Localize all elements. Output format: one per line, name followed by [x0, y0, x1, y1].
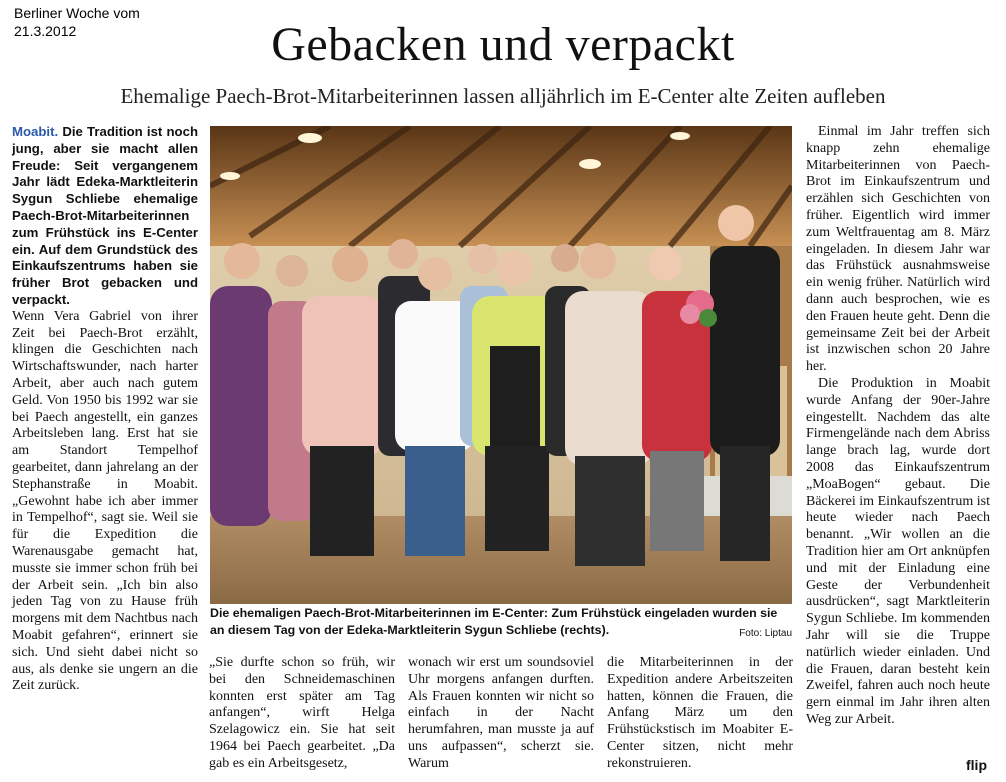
- body-paragraph: Wenn Vera Gabriel von ihrer Zeit bei Paech-Brot erzählt, klingen die Geschichten nach Wirtschaftswunder, nach harter Arbeit, aber auch nach gutem Geld. Von 1950 bis 1992 war sie bei Paech angestellt, ein ganzes Arbeitsleben lang. Erst hat sie am Standort Tempelhof gearbeitet, dann jahrelang an der Stephanstraße in Moabit. „Gewohnt habe ich aber immer in Tempelhof“, sagt sie. Weil sie für die Expedition die Warenausgabe gemacht hat, musste sie immer schon früh bei der Arbeit sein. „Ich bin also jeden Tag von zu Hause früh morgens mit dem Nachtbus nach Moabit gefahren“, erinnert sie sich. Und sieht dabei nicht so aus, als denke sie ungern an die Zeit zurück.: [12, 308, 198, 694]
- article-column-2: [209, 655, 395, 773]
- photo-credit: Foto: Liptau: [739, 628, 792, 639]
- source-date: 21.3.2012: [14, 23, 77, 39]
- body-paragraph: die Mitarbeiterinnen in der Expedition andere Arbeitszeiten hatten, können die Frauen, die Anfang März um den Frühstückstisch im Moabiter E-Center sitzen, nicht mehr rekonstruieren.: [607, 655, 793, 771]
- article-column-5: [806, 124, 990, 729]
- caption-text: Die ehemaligen Paech-Brot-Mitarbeiterinnen im E-Center: Zum Frühstück eingeladen wurden sie an diesem Tag von der Edeka-Marktleiterin Sygun Schliebe (rechts).: [210, 606, 778, 637]
- subheadline: Ehemalige Paech-Brot-Mitarbeiterinnen lassen alljährlich im E-Center alte Zeiten aufleben: [120, 84, 886, 108]
- body-paragraph: Die Produktion in Moabit wurde Anfang der 90er-Jahre eingestellt. Nachdem das alte Firmengelände nach dem Abriss lange brach lag, wurde dort 2008 das Einkaufszentrum „MoaBogen“ gebaut. Die Bäckerei im Einkaufszentrum ist heute wieder nach Paech benannt. „Wir wollen an die Tradition hier am Ort anknüpfen und mit der Einladung eine Geste der Verbundenheit ausdrücken“, sagt Marktleiterin Sygun Schliebe. Im kommenden Jahr will sie die Truppe natürlich wieder einladen. Und die Frauen, daran besteht kein Zweifel, fahren auch noch heute gern einmal im Jahr ihren alten Weg zur Arbeit.: [806, 375, 990, 727]
- group-photo-illustration: [210, 126, 792, 604]
- body-paragraph: Einmal im Jahr treffen sich knapp zehn ehemalige Mitarbeiterinnen von Paech-Brot im Einkaufszentrum und erzählen sich Geschichten von früher. Eigentlich wird immer zum Weltfrauentag am 8. März eingeladen. In diesem Jahr war das Frühstück ausnahmsweise ein wenig früher. Natürlich wird dann auch besprochen, wie es den Frauen heute geht. Denn die gemeinsame Zeit bei der Arbeit ist inzwischen schon 20 Jahre her.: [806, 124, 990, 375]
- source-publication: Berliner Woche vom: [14, 5, 140, 21]
- headline: Gebacken und verpackt: [271, 18, 735, 71]
- dateline-location: Moabit.: [12, 124, 59, 139]
- article-column-3: [408, 655, 594, 773]
- lead-paragraph: [12, 124, 198, 309]
- author-tag: flip: [966, 757, 987, 773]
- lead-text: Die Tradition ist noch jung, aber sie macht allen Freude: Seit vergangenem Jahr lädt Edeka-Marktleiterin Sygun Schliebe ehemalige Paech-Brot-Mitarbeiterinnen zum Frühstück ins E-Center ein. Auf dem Grundstück des Einkaufszentrums haben sie früher Brot gebacken und verpackt.: [12, 124, 198, 307]
- article-column-4: [607, 655, 793, 773]
- body-paragraph: „Sie durfte schon so früh, wir bei den Schneidemaschinen konnten erst später am Tag anfangen“, wirft Helga Szelagowicz ein. Sie hat seit 1964 bei Paech gearbeitet. „Da gab es ein Arbeitsgesetz,: [209, 655, 395, 771]
- photo-caption: [210, 605, 792, 642]
- group-photo: [210, 126, 792, 604]
- article-column-1: [12, 124, 198, 695]
- body-paragraph: wonach wir erst um soundsoviel Uhr morgens anfangen durften. Als Frauen konnten wir nicht so einfach in der Nacht herumfahren, man musste ja auf uns aufpassen“, scherzt sie. Warum: [408, 655, 594, 771]
